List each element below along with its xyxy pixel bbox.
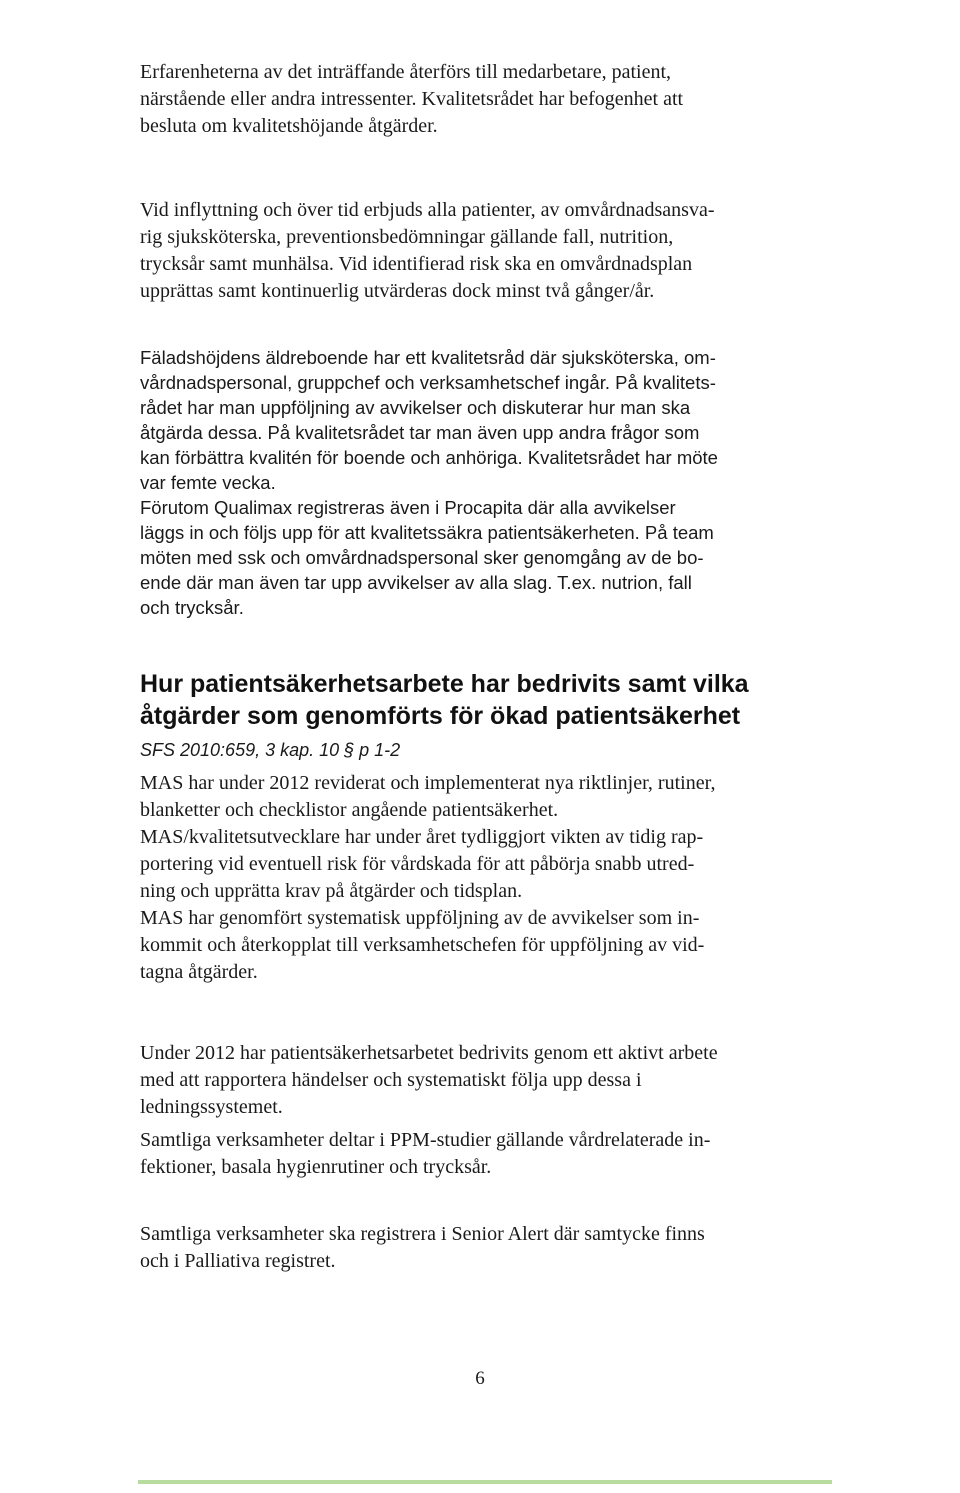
text-line: MAS/kvalitetsutvecklare har under året tydliggjort vikten av tidig rap-	[140, 826, 704, 848]
paragraph-registers	[140, 1221, 830, 1275]
text-line: trycksår samt munhälsa. Vid identifierad risk ska en omvårdnadsplan	[140, 253, 693, 275]
text-line: var femte vecka.	[140, 472, 276, 493]
text-line: portering vid eventuell risk för vårdskada för att påbörja snabb utred-	[140, 853, 695, 875]
paragraph-reporting	[140, 1040, 830, 1121]
paragraph-feedback	[140, 59, 830, 140]
heading-line: Hur patientsäkerhetsarbete har bedrivits samt vilka	[140, 670, 749, 698]
text-line: ledningssystemet.	[140, 1096, 283, 1118]
text-line: Samtliga verksamheter deltar i PPM-studier gällande vårdrelaterade in-	[140, 1129, 711, 1151]
text-line: Under 2012 har patientsäkerhetsarbetet bedrivits genom ett aktivt arbete	[140, 1042, 718, 1064]
text-line: Erfarenheterna av det inträffande återförs till medarbetare, patient,	[140, 61, 672, 83]
page-number: 6	[475, 1368, 485, 1389]
text-line: rig sjuksköterska, preventionsbedömningar gällande fall, nutrition,	[140, 226, 674, 248]
text-line: kan förbättra kvalitén för boende och anhöriga. Kvalitetsrådet har möte	[140, 447, 718, 468]
text-line: åtgärda dessa. På kvalitetsrådet tar man även upp andra frågor som	[140, 422, 700, 443]
text-line: och trycksår.	[140, 597, 244, 618]
text-line: MAS har under 2012 reviderat och implementerat nya riktlinjer, rutiner,	[140, 772, 716, 794]
paragraph-ppm	[140, 1127, 830, 1181]
text-line: MAS har genomfört systematisk uppföljning av de avvikelser som in-	[140, 907, 700, 929]
text-line: Samtliga verksamheter ska registrera i Senior Alert där samtycke finns	[140, 1223, 705, 1245]
text-line: vårdnadspersonal, gruppchef och verksamhetschef ingår. På kvalitets-	[140, 372, 716, 393]
paragraph-quality-council	[140, 345, 830, 620]
paragraph-mas-work	[140, 770, 830, 986]
text-line: kommit och återkopplat till verksamhetschefen för uppföljning av vid-	[140, 934, 705, 956]
text-line: möten med ssk och omvårdnadspersonal sker genomgång av de bo-	[140, 547, 704, 568]
text-line: Förutom Qualimax registreras även i Procapita där alla avvikelser	[140, 497, 676, 518]
text-line: närstående eller andra intressenter. Kvalitetsrådet har befogenhet att	[140, 88, 684, 110]
text-line: tagna åtgärder.	[140, 961, 258, 983]
footer-rule	[138, 1480, 832, 1484]
text-line: med att rapportera händelser och systematiskt följa upp dessa i	[140, 1069, 642, 1091]
text-line: blanketter och checklistor angående patientsäkerhet.	[140, 799, 559, 821]
text-line: Vid inflyttning och över tid erbjuds alla patienter, av omvårdnadsansva-	[140, 199, 715, 221]
section-heading	[140, 668, 840, 732]
legal-reference: SFS 2010:659, 3 kap. 10 § p 1-2	[140, 740, 401, 760]
text-line: läggs in och följs upp för att kvalitetssäkra patientsäkerheten. På team	[140, 522, 714, 543]
text-line: besluta om kvalitetshöjande åtgärder.	[140, 115, 438, 137]
text-line: upprättas samt kontinuerlig utvärderas dock minst två gånger/år.	[140, 280, 655, 302]
heading-line: åtgärder som genomförts för ökad patientsäkerhet	[140, 702, 741, 730]
text-line: ning och upprätta krav på åtgärder och tidsplan.	[140, 880, 523, 902]
text-line: Fäladshöjdens äldreboende har ett kvalitetsråd där sjuksköterska, om-	[140, 347, 716, 368]
text-line: fektioner, basala hygienrutiner och trycksår.	[140, 1156, 492, 1178]
text-line: och i Palliativa registret.	[140, 1250, 336, 1272]
text-line: ende där man även tar upp avvikelser av alla slag. T.ex. nutrion, fall	[140, 572, 692, 593]
paragraph-prevention	[140, 197, 830, 305]
text-line: rådet har man uppföljning av avvikelser och diskuterar hur man ska	[140, 397, 691, 418]
